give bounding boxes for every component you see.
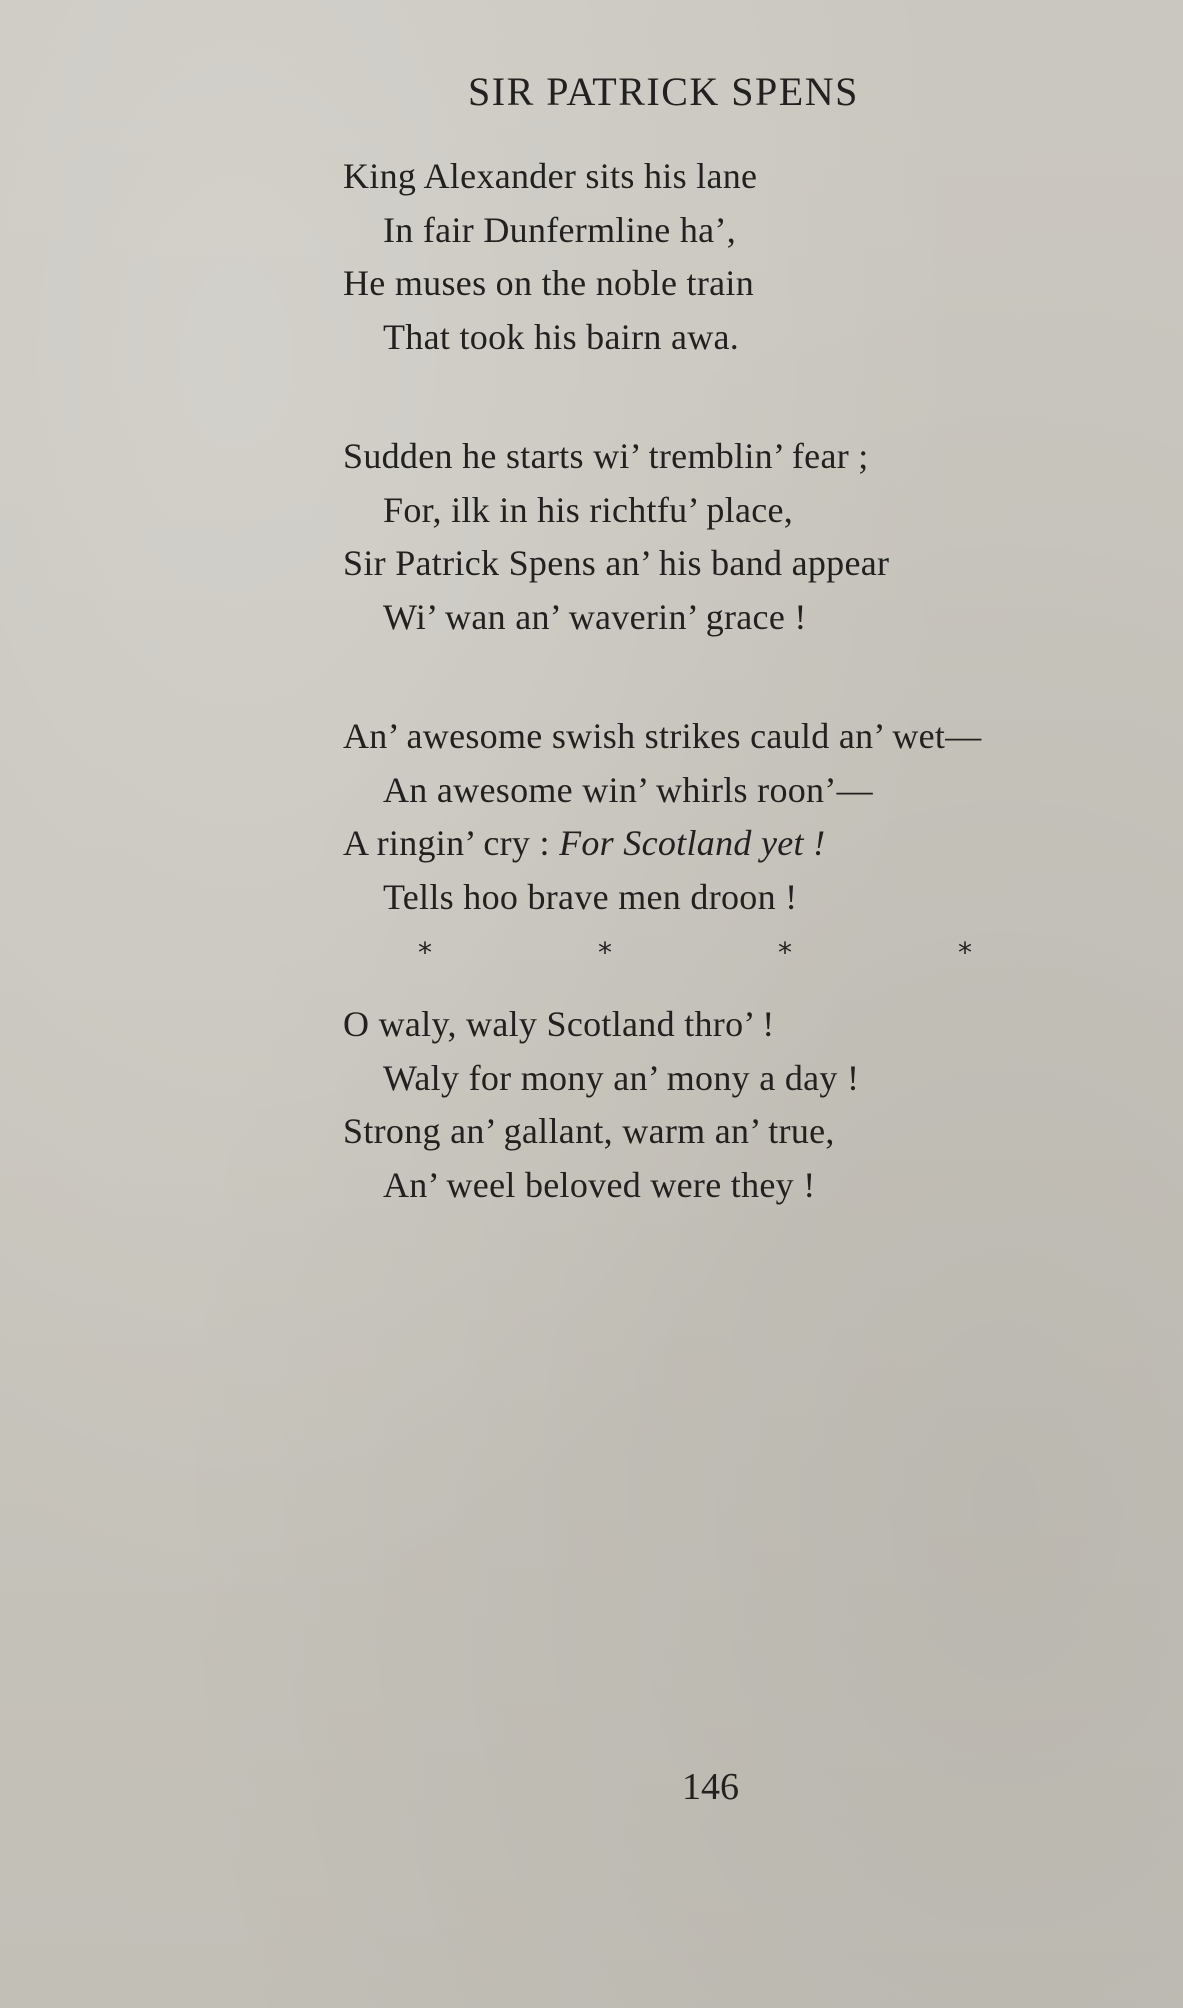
poem-line: Sudden he starts wi’ tremblin’ fear ;: [343, 436, 869, 476]
running-head: SIR PATRICK SPENS: [468, 69, 859, 114]
asterisk: *: [958, 936, 972, 969]
poem-line: Strong an’ gallant, warm an’ true,: [343, 1111, 835, 1151]
stanza-4: [343, 998, 1163, 1212]
asterisk: *: [418, 936, 432, 969]
stanza-3: [343, 710, 1163, 924]
poem-line: King Alexander sits his lane: [343, 156, 758, 196]
poem-line: O waly, waly Scotland thro’ !: [343, 1004, 775, 1044]
poem-line: Waly for mony an’ mony a day !: [383, 1057, 860, 1098]
poem-line: In fair Dunfermline ha’,: [383, 209, 737, 250]
poem-line: Tells hoo brave men droon !: [383, 876, 798, 917]
poem: [343, 150, 1163, 1212]
stanza-gap: [343, 364, 1163, 430]
page-number: 146: [682, 1766, 739, 1808]
poem-line: Sir Patrick Spens an’ his band appear: [343, 543, 890, 583]
poem-line: That took his bairn awa.: [383, 316, 740, 357]
poem-line: An’ weel beloved were they !: [383, 1164, 816, 1205]
stanza-1: [343, 150, 1163, 364]
poem-line: Wi’ wan an’ waverin’ grace !: [383, 596, 807, 637]
italic-cry: For Scotland yet !: [559, 823, 826, 863]
poem-line: He muses on the noble train: [343, 263, 755, 303]
stanza-2: [343, 430, 1163, 644]
asterisk: *: [778, 936, 792, 969]
section-break-asterisks: [343, 930, 1163, 990]
poem-line: [343, 817, 1163, 871]
poem-line: For, ilk in his richtfu’ place,: [383, 489, 794, 530]
asterisk: *: [598, 936, 612, 969]
stanza-gap: [343, 644, 1163, 710]
poem-line: An’ awesome swish strikes cauld an’ wet—: [343, 716, 982, 756]
poem-line: An awesome win’ whirls roon’—: [383, 769, 873, 810]
cry-text: A ringin’ cry :: [343, 823, 560, 863]
